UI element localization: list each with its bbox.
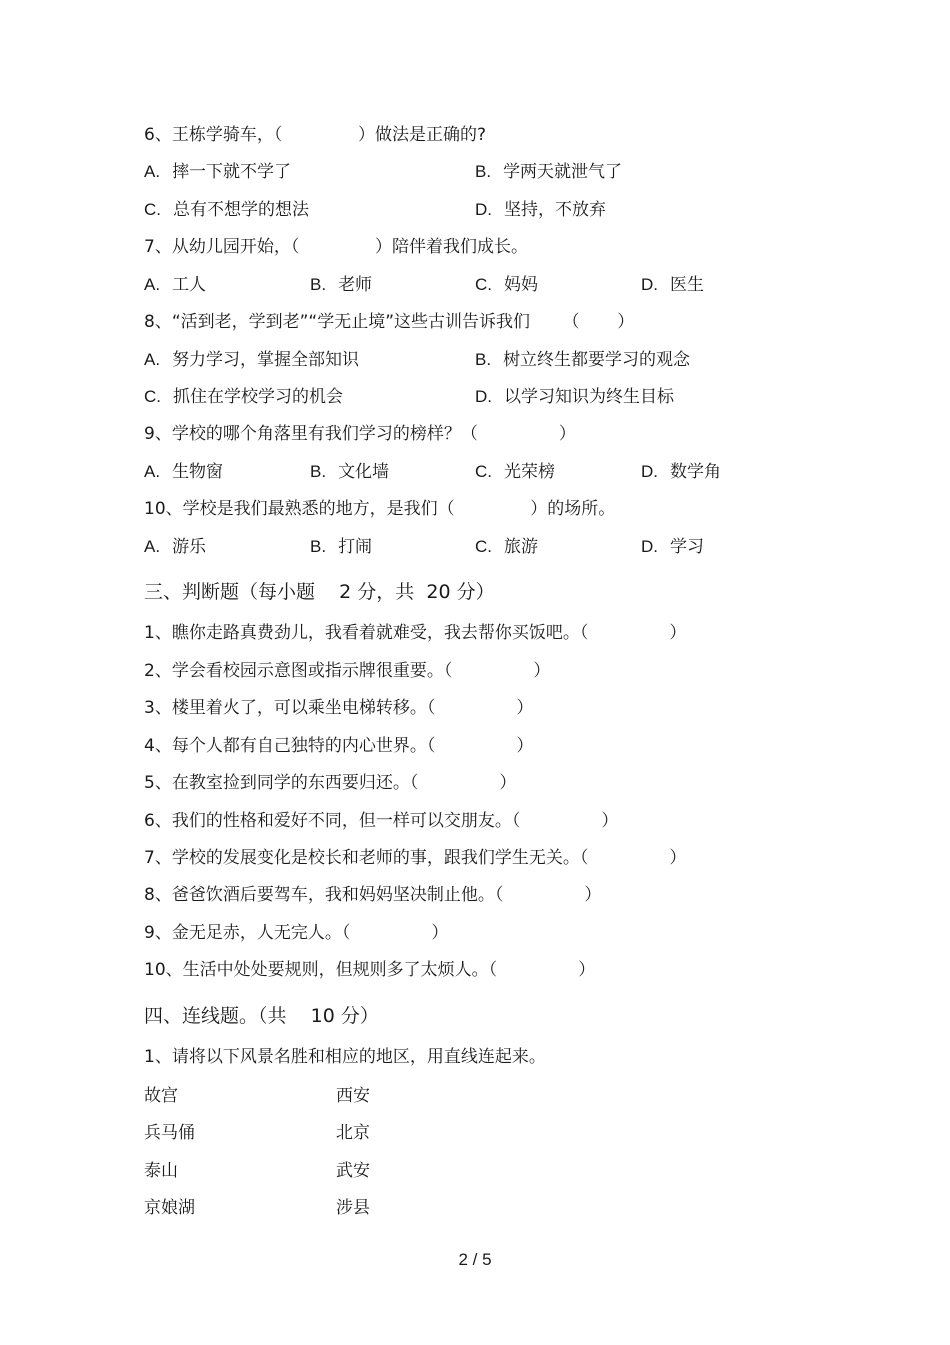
page-number: 2 / 5 xyxy=(458,1250,492,1269)
q10-option-d: D. 学习 xyxy=(641,537,704,557)
question-8: 8、“活到老，学到老”“学无止境”这些古训告诉我们 （ ） xyxy=(144,312,635,332)
question-10: 10、学校是我们最熟悉的地方，是我们（ ）的场所。 xyxy=(144,499,616,519)
q7-option-c: C. 妈妈 xyxy=(475,275,538,295)
q9-option-b: B. 文化墙 xyxy=(310,462,390,482)
q10-option-b: B. 打闹 xyxy=(310,537,373,557)
judge-item-3: 3、楼里着火了，可以乘坐电梯转移。（ ） xyxy=(144,698,534,718)
q6-option-c: C. 总有不想学的想法 xyxy=(144,200,309,220)
q7-option-b: B. 老师 xyxy=(310,275,373,295)
matching-question-1: 1、请将以下风景名胜和相应的地区，用直线连起来。 xyxy=(144,1047,546,1067)
q9-option-a: A. 生物窗 xyxy=(144,462,224,482)
judge-item-1: 1、瞧你走路真费劲儿，我看着就难受，我去帮你买饭吧。（ ） xyxy=(144,623,687,643)
q7-option-d: D. 医生 xyxy=(641,275,704,295)
judge-item-10: 10、生活中处处要规则，但规则多了太烦人。（ ） xyxy=(144,960,596,980)
match-left-1: 故宫 xyxy=(144,1086,178,1106)
match-left-3: 泰山 xyxy=(144,1161,178,1181)
match-right-2: 北京 xyxy=(336,1123,370,1143)
match-right-3: 武安 xyxy=(336,1161,370,1181)
match-right-4: 涉县 xyxy=(336,1198,370,1218)
q8-option-a: A. 努力学习，掌握全部知识 xyxy=(144,350,360,370)
judge-item-6: 6、我们的性格和爱好不同，但一样可以交朋友。（ ） xyxy=(144,811,619,831)
question-6: 6、王栋学骑车，（ ）做法是正确的? xyxy=(144,125,486,145)
judge-item-8: 8、爸爸饮酒后要驾车，我和妈妈坚决制止他。（ ） xyxy=(144,885,602,905)
q7-option-a: A. 工人 xyxy=(144,275,207,295)
question-7: 7、从幼儿园开始，（ ）陪伴着我们成长。 xyxy=(144,237,528,257)
q10-option-c: C. 旅游 xyxy=(475,537,538,557)
judge-item-2: 2、学会看校园示意图或指示牌很重要。（ ） xyxy=(144,661,551,681)
section-3-heading: 三、判断题（每小题 2 分，共 20 分） xyxy=(144,581,495,603)
q9-option-d: D. 数学角 xyxy=(641,462,721,482)
q8-option-b: B. 树立终生都要学习的观念 xyxy=(475,350,691,370)
q9-option-c: C. 光荣榜 xyxy=(475,462,555,482)
match-left-2: 兵马俑 xyxy=(144,1123,195,1143)
q6-option-d: D. 坚持，不放弃 xyxy=(475,200,606,220)
match-right-1: 西安 xyxy=(336,1086,370,1106)
question-9: 9、学校的哪个角落里有我们学习的榜样？（ ） xyxy=(144,424,576,444)
judge-item-5: 5、在教室捡到同学的东西要归还。（ ） xyxy=(144,773,517,793)
judge-item-7: 7、学校的发展变化是校长和老师的事，跟我们学生无关。（ ） xyxy=(144,848,687,868)
q6-option-a: A. 摔一下就不学了 xyxy=(144,162,292,182)
section-4-heading: 四、连线题。（共 10 分） xyxy=(144,1005,379,1027)
match-left-4: 京娘湖 xyxy=(144,1198,195,1218)
judge-item-4: 4、每个人都有自己独特的内心世界。（ ） xyxy=(144,736,534,756)
q8-option-d: D. 以学习知识为终生目标 xyxy=(475,387,674,407)
q10-option-a: A. 游乐 xyxy=(144,537,207,557)
q6-option-b: B. 学两天就泄气了 xyxy=(475,162,623,182)
q8-option-c: C. 抓住在学校学习的机会 xyxy=(144,387,343,407)
judge-item-9: 9、金无足赤，人无完人。（ ） xyxy=(144,923,449,943)
